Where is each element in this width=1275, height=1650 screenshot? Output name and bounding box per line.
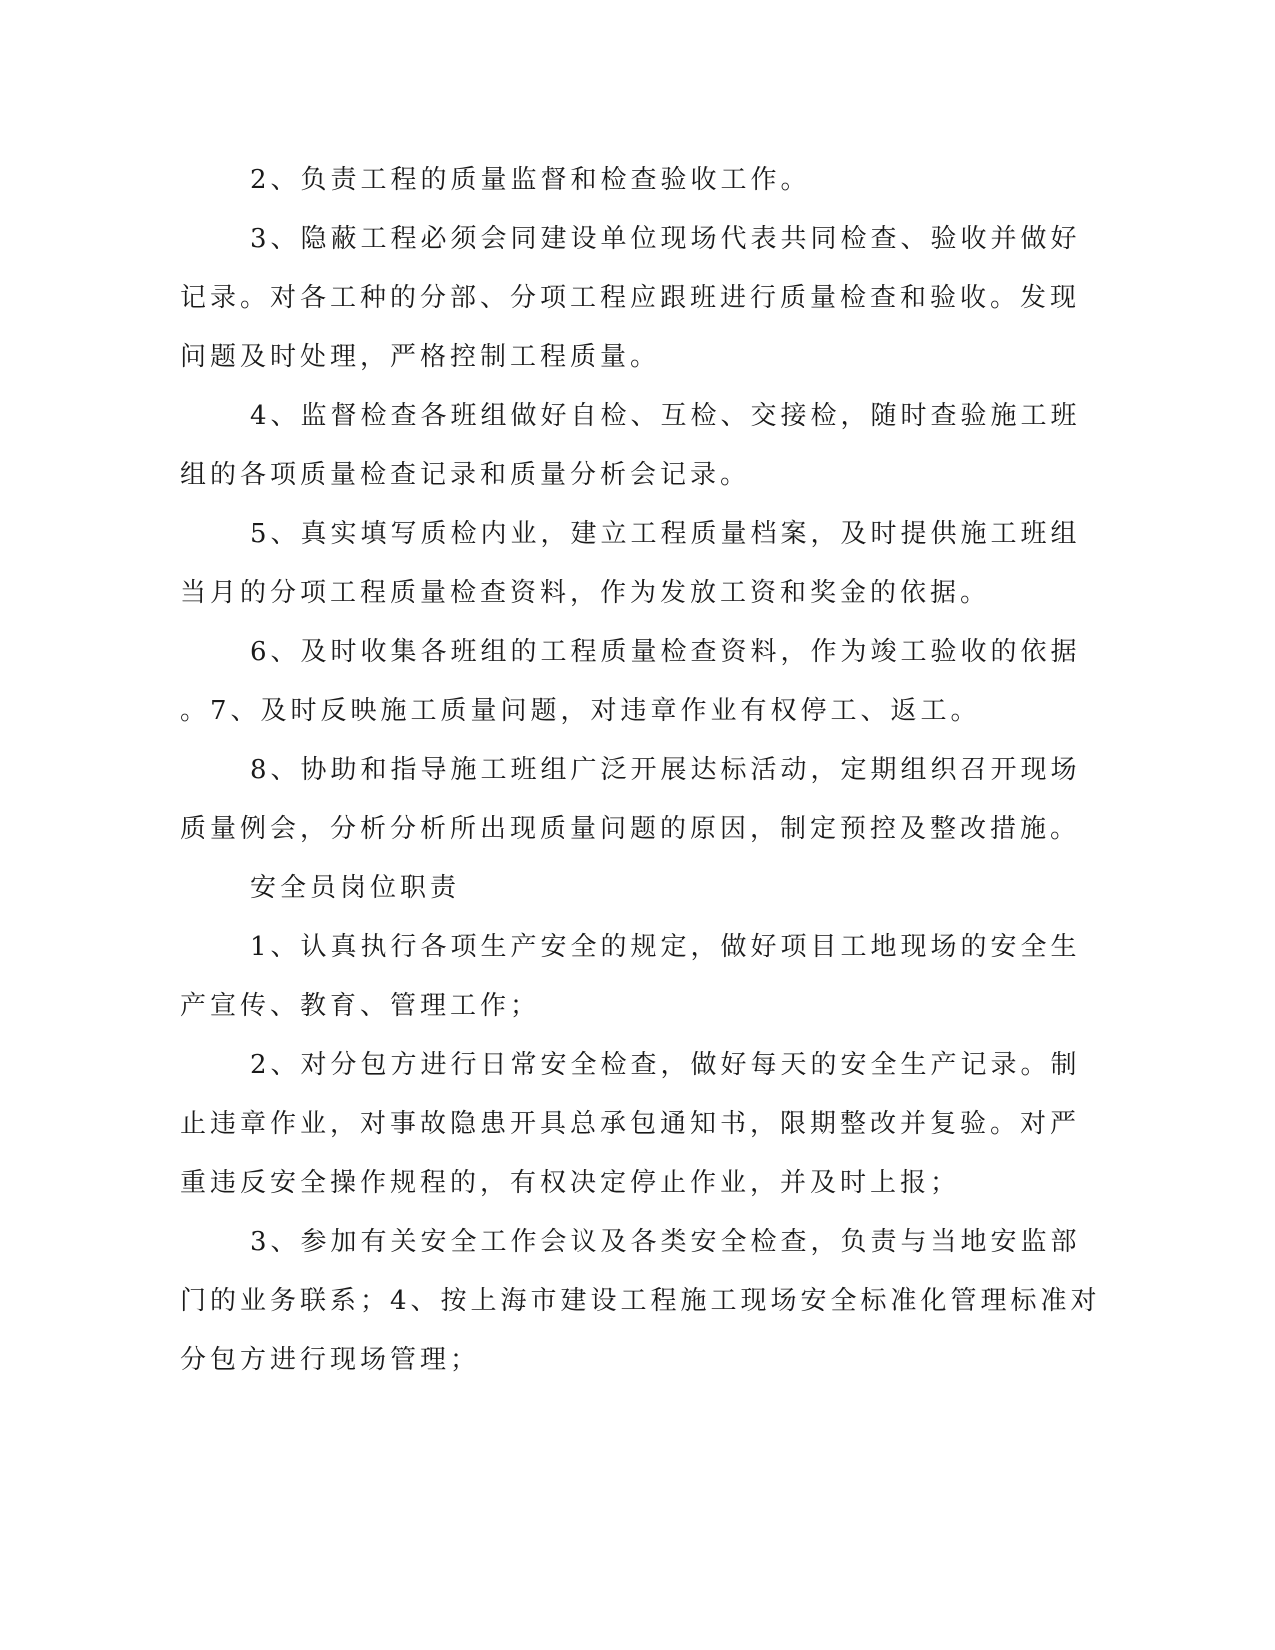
- paragraph-line: 组的各项质量检查记录和质量分析会记录。: [180, 460, 751, 490]
- paragraph-line: 问题及时处理，严格控制工程质量。: [180, 342, 661, 372]
- paragraph-line: 产宣传、教育、管理工作；: [180, 991, 541, 1021]
- paragraph-line: 2、对分包方进行日常安全检查，做好每天的安全生产记录。制: [250, 1050, 1081, 1080]
- paragraph-line: 。7、及时反映施工质量问题，对违章作业有权停工、返工。: [180, 696, 981, 726]
- paragraph-line: 分包方进行现场管理；: [180, 1345, 481, 1375]
- paragraph-line: 4、监督检查各班组做好自检、互检、交接检，随时查验施工班: [250, 401, 1081, 431]
- paragraph-line: 5、真实填写质检内业，建立工程质量档案，及时提供施工班组: [250, 519, 1081, 549]
- paragraph-line: 止违章作业，对事故隐患开具总承包通知书，限期整改并复验。对严: [180, 1109, 1081, 1139]
- paragraph-line: 质量例会，分析分析所出现质量问题的原因，制定预控及整改措施。: [180, 814, 1081, 844]
- paragraph-line: 3、参加有关安全工作会议及各类安全检查，负责与当地安监部: [250, 1227, 1081, 1257]
- paragraph-line: 2、负责工程的质量监督和检查验收工作。: [250, 165, 811, 195]
- section-heading: 安全员岗位职责: [250, 873, 461, 903]
- paragraph-line: 6、及时收集各班组的工程质量检查资料，作为竣工验收的依据: [250, 637, 1081, 667]
- paragraph-line: 3、隐蔽工程必须会同建设单位现场代表共同检查、验收并做好: [250, 224, 1081, 254]
- paragraph-line: 门的业务联系；4、按上海市建设工程施工现场安全标准化管理标准对: [180, 1286, 1101, 1316]
- paragraph-line: 8、协助和指导施工班组广泛开展达标活动，定期组织召开现场: [250, 755, 1081, 785]
- paragraph-line: 重违反安全操作规程的，有权决定停止作业，并及时上报；: [180, 1168, 961, 1198]
- paragraph-line: 1、认真执行各项生产安全的规定，做好项目工地现场的安全生: [250, 932, 1081, 962]
- paragraph-line: 记录。对各工种的分部、分项工程应跟班进行质量检查和验收。发现: [180, 283, 1081, 313]
- paragraph-line: 当月的分项工程质量检查资料，作为发放工资和奖金的依据。: [180, 578, 991, 608]
